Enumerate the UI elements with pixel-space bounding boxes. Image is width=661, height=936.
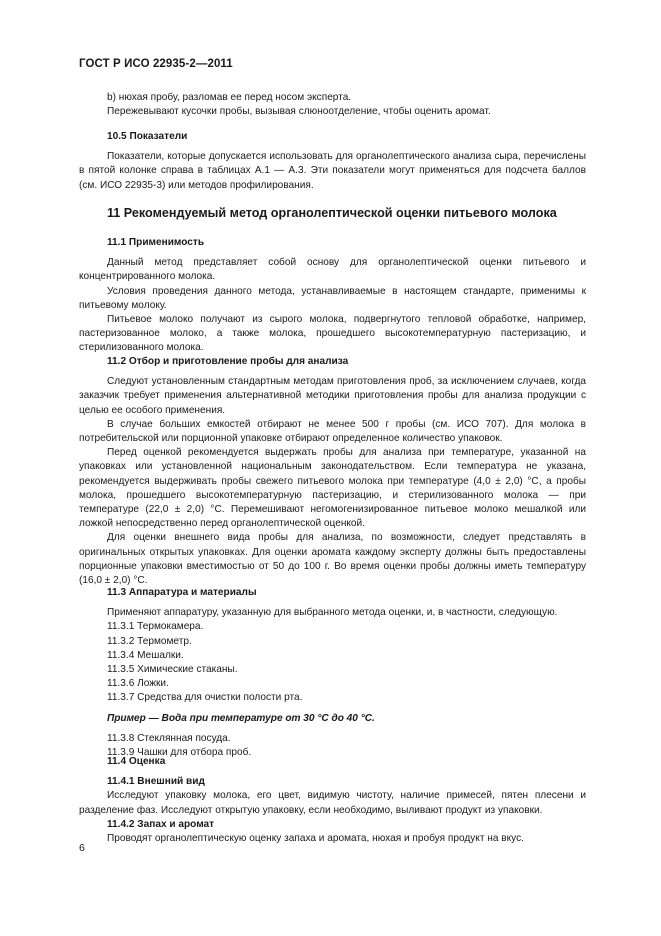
section-11-2 [79, 355, 586, 588]
list-item: 11.3.5 Химические стаканы. [107, 664, 238, 676]
list-item: 11.3.6 Ложки. [107, 678, 169, 690]
paragraph: b) нюхая пробу, разломав ее перед носом эксперта. [107, 92, 352, 103]
paragraph: Питьевое молоко получают из сырого молока, подвергнутого тепловой обработке, например, пастеризованное молоко, а также молока, прошедшего высокотемпературную пастеризацию, и стерилизованного молока. [79, 314, 586, 354]
section-heading: 10.5 Показатели [107, 131, 188, 142]
example-note: Пример — Вода при температуре от 30 °С до 40 °С. [107, 712, 375, 724]
paragraph: Условия проведения данного метода, устанавливаемые в настоящем стандарте, применимы к питьевому молоку. [79, 285, 586, 311]
page-number: 6 [79, 842, 85, 854]
list-item: 11.3.9 Чашки для отбора проб. [107, 747, 252, 759]
paragraph: Исследуют упаковку молока, его цвет, видимую чистоту, наличие примесей, пятен плесени и разделение фаз. Исследуют открытую упаковку, если необходимо, выливают продукт из упаковки. [79, 790, 586, 816]
subsection-heading: 11.4.1 Внешний вид [107, 776, 205, 788]
chapter-heading: 11 Рекомендуемый метод органолептической оценки питьевого молока [107, 206, 557, 220]
list-item: 11.3.1 Термокамера. [107, 621, 204, 633]
section-heading: 11.4 Оценка [107, 756, 166, 767]
list-item: 11.3.2 Термометр. [107, 635, 192, 647]
section-10-5 [79, 130, 586, 193]
section-11-4 [79, 755, 586, 846]
paragraph: Проводят органолептическую оценку запаха и аромата, нюхая и пробуя продукт на вкус. [107, 833, 524, 845]
list-item: 11.3.7 Средства для очистки полости рта. [107, 692, 303, 704]
section-heading: 11.1 Применимость [107, 237, 205, 248]
section-10-4-tail [79, 91, 586, 119]
paragraph: Для оценки внешнего вида пробы для анализа, по возможности, следует представлять в оригинальных открытых упаковках. Для оценки аромата каждому эксперту должны быть предоставлены порционные упаковки вместимостью от 50 до 100 г. Во время оценки пробы должны иметь температуру (16,0 ± 2,0) °С. [79, 532, 586, 587]
list-item: 11.3.8 Стеклянная посуда. [107, 732, 231, 744]
paragraph: Данный метод представляет собой основу для органолептической оценки питьевого и концентрированного молока. [79, 257, 586, 283]
paragraph: Перед оценкой рекомендуется выдержать пробы для анализа при температуре, указанной на упаковках или установленной национальным законодательством. Если температура не указана, рекомендуется выдерживать пробы свежего питьевого молока при температуре (4,0 ± 2,0) °С, а пробы молока, прошедшего высокотемпературную пастеризацию, и стерилизованного молока — при температуре (22,0 ± 2,0) °С. Перемешивают негомогенизированное питьевое молоко мешалкой или ложкой непосредственно перед органолептической оценкой. [79, 447, 586, 530]
section-heading: 11.3 Аппаратура и материалы [107, 587, 257, 598]
paragraph: Применяют аппаратуру, указанную для выбранного метода оценки, и, в частности, следующую. [107, 607, 558, 619]
section-11-3 [79, 586, 586, 760]
section-11 [79, 206, 586, 220]
paragraph: В случае больших емкостей отбирают не менее 500 г пробы (см. ИСО 707). Для молока в потребительской или порционной упаковке отбирают определенное количество упаковок. [79, 418, 586, 445]
paragraph: Пережевывают кусочки пробы, вызывая слюноотделение, чтобы оценить аромат. [107, 106, 491, 118]
paragraph: Следуют установленным стандартным методам приготовления проб, за исключением случаев, когда заказчик требует применения альтернативной методики приготовления пробы для анализа продукции с целью ее особого применения. [79, 376, 586, 416]
paragraph: Показатели, которые допускается использовать для органолептического анализа сыра, перечислены в пятой колонке справа в таблицах А.1 — А.3. Эти показатели могут применяться для подсчета баллов (см. ИСО 22935-3) или методов профилирования. [79, 151, 586, 191]
section-11-1 [79, 236, 586, 356]
list-item: 11.3.4 Мешалки. [107, 649, 184, 661]
document-header: ГОСТ Р ИСО 22935-2—2011 [79, 58, 233, 70]
section-heading: 11.2 Отбор и приготовление пробы для анализа [107, 356, 349, 367]
subsection-heading: 11.4.2 Запах и аромат [107, 818, 215, 830]
